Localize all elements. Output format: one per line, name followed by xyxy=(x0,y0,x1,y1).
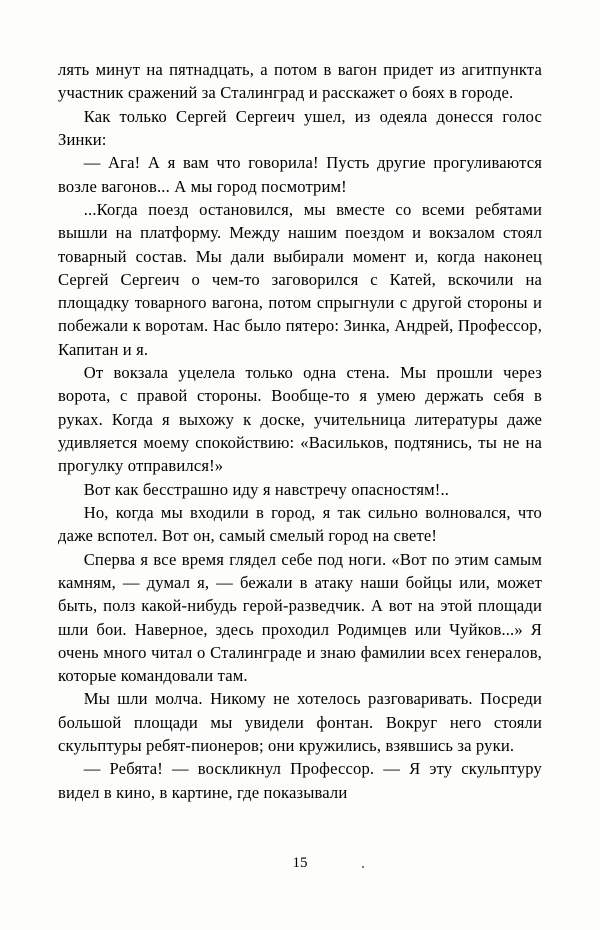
paragraph: — Ага! А я вам что говорила! Пусть другие прогуливаются возле вагонов... А мы город посмотрим! xyxy=(58,153,542,196)
paragraph: Сперва я все время глядел себе под ноги. «Вот по этим самым камням, — думал я, — бежали в атаку наши бойцы или, может быть, полз какой-нибудь герой-разведчик. А вот на этой площади шли бои. Наверное, здесь проходил Родимцев или Чуйков...» Я очень много читал о Сталинграде и знаю фамилии всех генералов, которые командовали там. xyxy=(58,549,542,686)
paragraph: Мы шли молча. Никому не хотелось разговаривать. Посреди большой площади мы увидели фонтан. Вокруг него стояли скульптуры ребят-пионеров; они кружились, взявшись за руки. xyxy=(58,689,542,756)
paragraph: От вокзала уцелела только одна стена. Мы прошли через ворота, с правой стороны. Вообще-то я умею держать себя в руках. Когда я выхожу к доске, учительница литературы даже удивляется моему спокойствию: «Васильков, подтянись, ты не на прогулку отправился!» xyxy=(58,363,542,476)
paragraph: лять минут на пятнадцать, а потом в вагон придет из агитпункта участник сражений за Сталинград и расскажет о боях в городе. xyxy=(58,60,542,103)
paragraph: ...Когда поезд остановился, мы вместе со всеми ребятами вышли на платформу. Между нашим поездом и вокзалом стоял товарный состав. Мы дали выбирали момент и, когда наконец Сергей Сергеич о чем-то заговорился с Катей, вскочили на площадку товарного вагона, потом спрыгнули с другой стороны и побежали к воротам. Нас было пятеро: Зинка, Андрей, Профессор, Капитан и я. xyxy=(58,199,542,359)
page-number: 15 xyxy=(292,855,308,871)
page-text-block xyxy=(58,58,542,804)
paragraph: Но, когда мы входили в город, я так сильно волновался, что даже вспотел. Вот он, самый смелый город на свете! xyxy=(58,502,542,546)
paragraph: Вот как бесстрашно иду я навстречу опасностям!.. xyxy=(83,479,450,499)
paragraph: — Ребята! — воскликнул Профессор. — Я эту скульптуру видел в кино, в картине, где показывали xyxy=(58,759,542,802)
paragraph: Как только Сергей Сергеич ушел, из одеяла донесся голос Зинки: xyxy=(58,106,542,149)
page-speck xyxy=(362,866,364,868)
